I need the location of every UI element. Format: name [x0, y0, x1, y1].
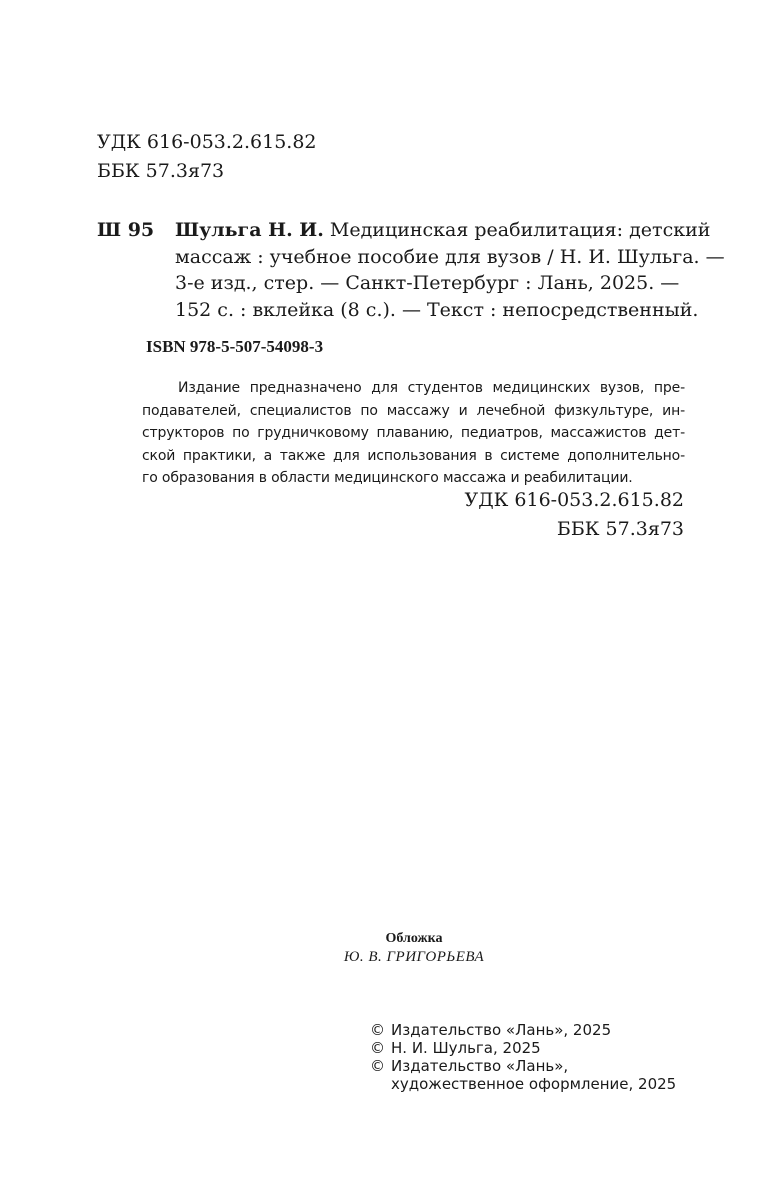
copyright-row-3	[370, 1057, 676, 1075]
copyright-text-2: Н. И. Шульга, 2025	[391, 1039, 541, 1057]
cover-credit-label: Обложка	[385, 931, 443, 946]
annotation-line-1: Издание предназначено для студентов медицинских вузов, пре-	[178, 380, 685, 396]
isbn: ISBN 978-5-507-54098-3	[146, 337, 324, 356]
copyright-row-4	[370, 1075, 676, 1093]
bottom-classification-codes	[464, 486, 684, 544]
top-classification-codes	[97, 128, 317, 186]
copyright-icon: ©	[370, 1057, 385, 1075]
copyright-icon: ©	[370, 1021, 385, 1039]
bibliographic-entry	[175, 217, 725, 323]
bbk-code-bottom: ББК 57.3я73	[556, 518, 684, 540]
entry-line-3: 3-е изд., стер. — Санкт-Петербург : Лань, 2025. —	[175, 272, 680, 294]
copyright-continuation: художественное оформление, 2025	[391, 1075, 677, 1093]
copyright-block	[370, 1021, 676, 1093]
entry-line-2: массаж : учебное пособие для вузов / Н. И. Шульга. —	[175, 245, 725, 268]
entry-line-4: 152 с. : вклейка (8 с.). — Текст : непосредственный.	[175, 298, 699, 321]
udk-code-top: УДК 616-053.2.615.82	[97, 131, 317, 153]
annotation-line-4: ской практики, а также для использования в системе дополнительно-	[142, 447, 685, 464]
annotation-line-3: структоров по грудничковому плаванию, педиатров, массажистов дет-	[142, 425, 685, 441]
copyright-icon: ©	[370, 1039, 385, 1057]
entry-author: Шульга Н. И.	[175, 219, 324, 241]
copyright-text-1: Издательство «Лань», 2025	[391, 1021, 612, 1039]
udk-code-bottom: УДК 616-053.2.615.82	[464, 489, 684, 511]
annotation-paragraph	[142, 377, 685, 490]
author-sign-code: Ш 95	[97, 219, 155, 241]
annotation-line-2: подавателей, специалистов по массажу и лечебной физкультуре, ин-	[142, 402, 685, 419]
entry-title-line: Медицинская реабилитация: детский	[323, 219, 711, 241]
annotation-line-5: го образования в области медицинского массажа и реабилитации.	[142, 470, 633, 486]
bbk-code-top: ББК 57.3я73	[97, 160, 225, 182]
cover-designer-name: Ю. В. ГРИГОРЬЕВА	[343, 949, 485, 965]
copyright-row-1	[370, 1021, 676, 1039]
entry-line-1	[175, 217, 711, 244]
copyright-row-2	[370, 1039, 676, 1057]
copyright-text-3: Издательство «Лань»,	[391, 1057, 569, 1075]
